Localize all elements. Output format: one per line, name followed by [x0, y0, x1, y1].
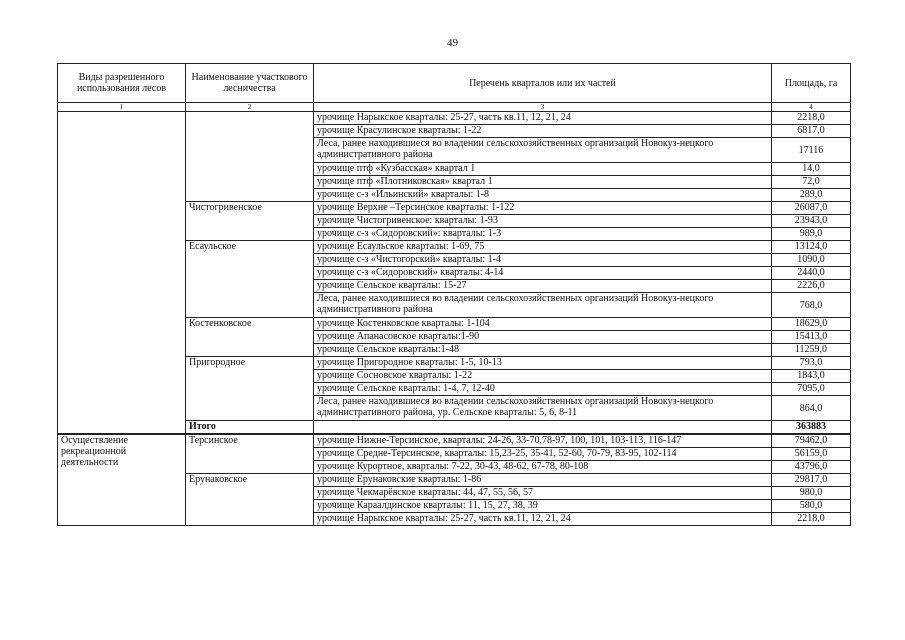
- quarters-cell: Леса, ранее находившиеся во владении сельскохозяйственных организаций Новокуз-нецкого административного района: [314, 293, 772, 318]
- quarters-cell: Леса, ранее находившиеся во владении сельскохозяйственных организаций Новокуз-нецкого административного района: [314, 138, 772, 163]
- quarters-cell: урочище птф «Кузбасская» квартал 1: [314, 163, 772, 176]
- area-cell: 7095,0: [772, 383, 851, 396]
- total-quarters-empty: [314, 421, 772, 435]
- area-cell: 26087,0: [772, 202, 851, 215]
- quarters-cell: урочище Апанасовское кварталы:1-90: [314, 331, 772, 344]
- quarters-cell: урочище с-з «Чистогорский» кварталы: 1-4: [314, 254, 772, 267]
- area-cell: 13124,0: [772, 241, 851, 254]
- quarters-cell: урочище птф «Плотниковская» квартал 1: [314, 176, 772, 189]
- header-quarters: Перечень кварталов или их частей: [314, 64, 772, 103]
- area-cell: 29817,0: [772, 474, 851, 487]
- area-cell: 989,0: [772, 228, 851, 241]
- district-cell: Костенковское: [186, 318, 314, 357]
- quarters-cell: урочище Сельское кварталы:1-48: [314, 344, 772, 357]
- quarters-cell: урочище с-з «Сидоровский» кварталы: 4-14: [314, 267, 772, 280]
- area-cell: 18629,0: [772, 318, 851, 331]
- column-number: 1: [58, 103, 186, 112]
- quarters-cell: урочище Нижне-Терсинское, кварталы: 24-26, 33-70,78-97, 100, 101, 103-113, 116-147: [314, 434, 772, 448]
- area-cell: 11259,0: [772, 344, 851, 357]
- area-cell: 79462,0: [772, 434, 851, 448]
- forest-use-table: [57, 63, 851, 526]
- area-cell: 864,0: [772, 396, 851, 421]
- table-row: [58, 434, 851, 448]
- quarters-cell: урочище Костенковское кварталы: 1-104: [314, 318, 772, 331]
- header-district: Наименование участкового лесничества: [186, 64, 314, 103]
- quarters-cell: урочище Пригородное кварталы: 1-5, 10-13: [314, 357, 772, 370]
- quarters-cell: урочище с-з «Ильинский» кварталы: 1-8: [314, 189, 772, 202]
- area-cell: 980,0: [772, 487, 851, 500]
- district-cell: Ерунаковское: [186, 474, 314, 526]
- area-cell: 793,0: [772, 357, 851, 370]
- district-cell: Пригородное: [186, 357, 314, 421]
- quarters-cell: урочище Чистогривенское: кварталы: 1-93: [314, 215, 772, 228]
- column-number: 4: [772, 103, 851, 112]
- district-cell: Чистогривенское: [186, 202, 314, 241]
- area-cell: 14,0: [772, 163, 851, 176]
- total-area: 363883: [772, 421, 851, 435]
- use-type-cell: Осуществление рекреационной деятельности: [58, 434, 186, 526]
- quarters-cell: урочище Курортное, кварталы: 7-22, 30-43, 48-62, 67-78, 80-108: [314, 461, 772, 474]
- quarters-cell: урочище Чекмарёвское кварталы: 44, 47, 55, 56, 57: [314, 487, 772, 500]
- use-type-cell-empty: [58, 112, 186, 435]
- area-cell: 2218,0: [772, 513, 851, 526]
- quarters-cell: урочище Караалдинское кварталы: 11, 15, 27, 38, 39: [314, 500, 772, 513]
- page-number: 49: [447, 37, 458, 49]
- column-number: 2: [186, 103, 314, 112]
- district-cell: Терсинское: [186, 434, 314, 474]
- total-label: Итого: [186, 421, 314, 435]
- area-cell: 2218,0: [772, 112, 851, 125]
- quarters-cell: урочище Сельское кварталы: 15-27: [314, 280, 772, 293]
- area-cell: 17116: [772, 138, 851, 163]
- area-cell: 15413,0: [772, 331, 851, 344]
- header-area: Площадь, га: [772, 64, 851, 103]
- quarters-cell: урочище Средне-Терсинское, кварталы: 15,23-25, 35-41, 52-60, 70-79, 83-95, 102-114: [314, 448, 772, 461]
- quarters-cell: урочище Есаульское кварталы: 1-69, 75: [314, 241, 772, 254]
- area-cell: 6817,0: [772, 125, 851, 138]
- column-number-row: [58, 103, 851, 112]
- quarters-cell: урочище Сосновское кварталы: 1-22: [314, 370, 772, 383]
- area-cell: 1843,0: [772, 370, 851, 383]
- area-cell: 580,0: [772, 500, 851, 513]
- area-cell: 768,0: [772, 293, 851, 318]
- area-cell: 56159,0: [772, 448, 851, 461]
- area-cell: 72,0: [772, 176, 851, 189]
- area-cell: 2440,0: [772, 267, 851, 280]
- quarters-cell: Леса, ранее находившиеся во владении сельскохозяйственных организаций Новокуз-нецкого административного района, ур. Сельское кварталы: 5, 6, 8-11: [314, 396, 772, 421]
- area-cell: 43796,0: [772, 461, 851, 474]
- area-cell: 2226,0: [772, 280, 851, 293]
- quarters-cell: урочище Нарыкское кварталы: 25-27, часть кв.11, 12, 21, 24: [314, 513, 772, 526]
- table-row: [58, 112, 851, 125]
- column-number: 3: [314, 103, 772, 112]
- quarters-cell: урочище Нарыкское кварталы: 25-27, часть кв.11, 12, 21, 24: [314, 112, 772, 125]
- area-cell: 1090,0: [772, 254, 851, 267]
- header-row: [58, 64, 851, 103]
- quarters-cell: урочище Ерунаковские кварталы: 1-86: [314, 474, 772, 487]
- area-cell: 23943,0: [772, 215, 851, 228]
- quarters-cell: урочище Сельское кварталы: 1-4, 7, 12-40: [314, 383, 772, 396]
- header-use-type: Виды разрешенного использования лесов: [58, 64, 186, 103]
- district-cell: Есаульское: [186, 241, 314, 318]
- area-cell: 289,0: [772, 189, 851, 202]
- district-cell-empty: [186, 112, 314, 202]
- quarters-cell: урочище с-з «Сидоровский»: кварталы: 1-3: [314, 228, 772, 241]
- quarters-cell: урочище Красулинское кварталы: 1-22: [314, 125, 772, 138]
- quarters-cell: урочище Верхне –Терсинское кварталы: 1-122: [314, 202, 772, 215]
